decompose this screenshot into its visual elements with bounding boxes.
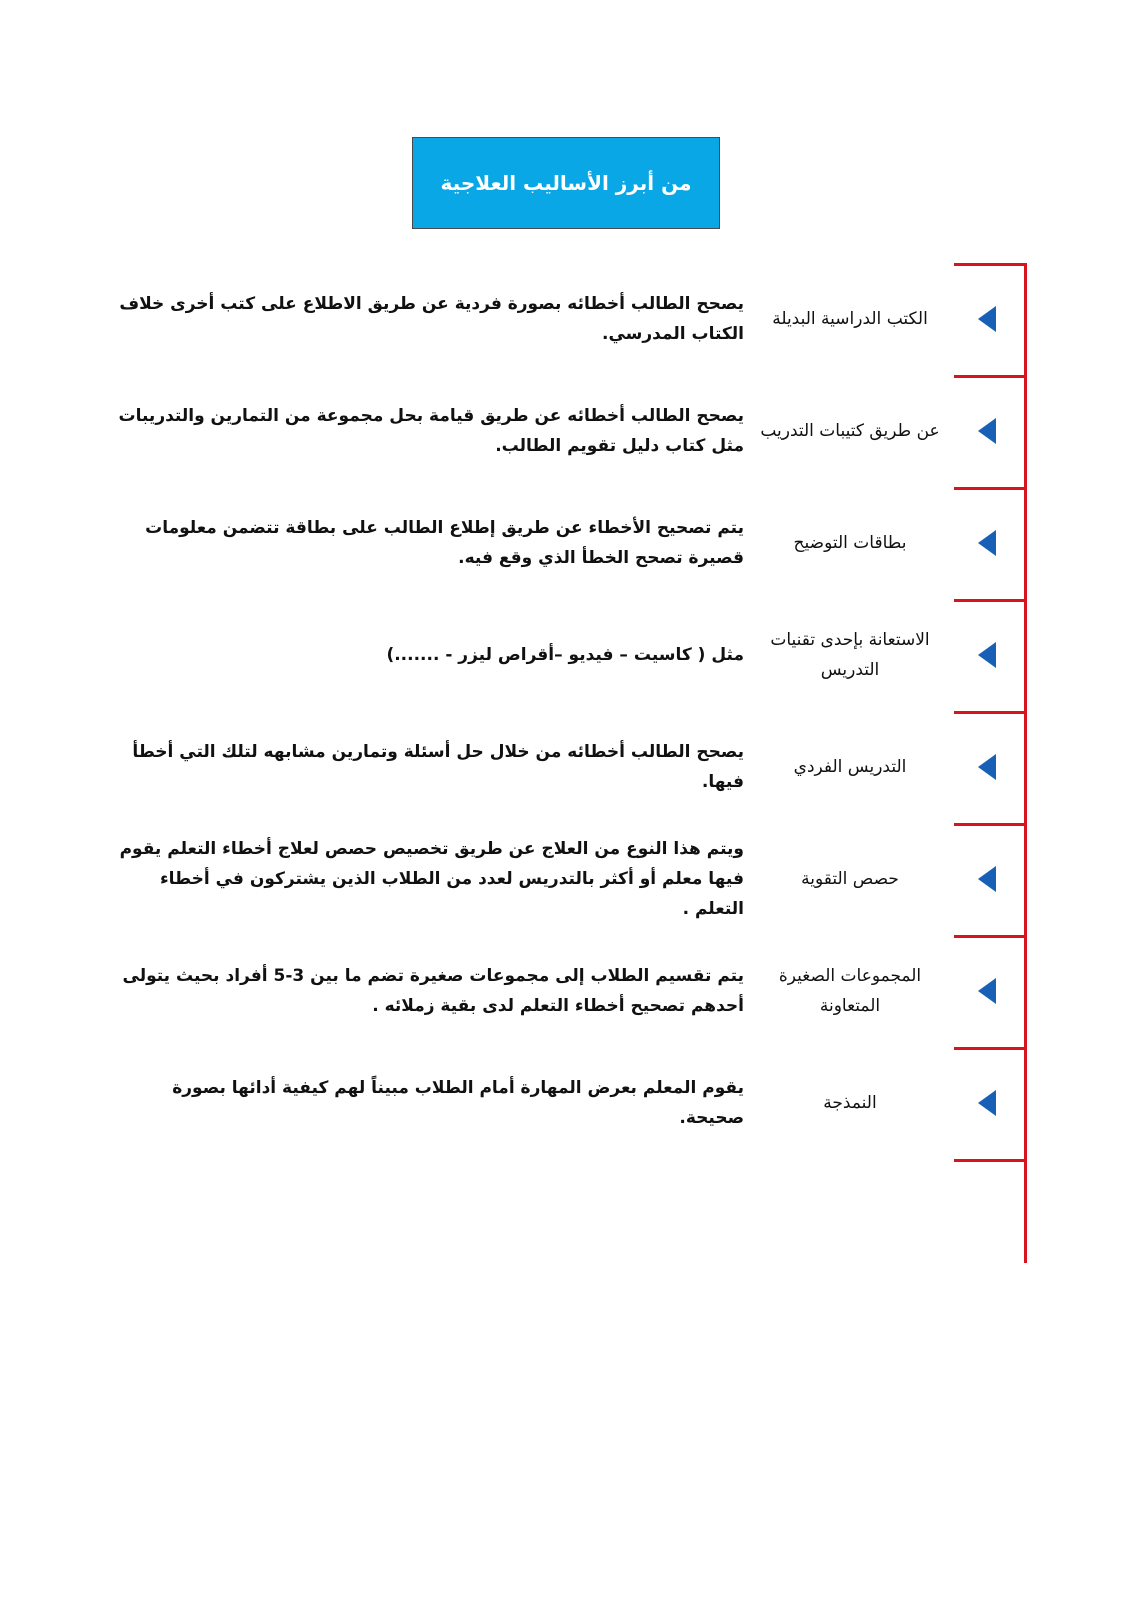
method-description: يتم تصحيح الأخطاء عن طريق إطلاع الطالب على بطاقة تتضمن معلومات قصيرة تصحح الخطأ الذي وقع فيه. bbox=[145, 518, 744, 568]
method-label: الكتب الدراسية البديلة bbox=[772, 309, 928, 329]
method-label: عن طريق كتيبات التدريب bbox=[760, 421, 940, 441]
triangle-left-icon bbox=[978, 1090, 996, 1116]
method-label: بطاقات التوضيح bbox=[793, 533, 907, 553]
method-description: يصحح الطالب أخطائه بصورة فردية عن طريق الاطلاع على كتب أخرى خلاف الكتاب المدرسي. bbox=[119, 294, 744, 344]
list-item bbox=[0, 711, 1130, 823]
method-description: مثل ( كاسيت – فيديو –أقراص ليزر - .......) bbox=[386, 645, 744, 665]
list-item bbox=[0, 487, 1130, 599]
bracket-tick bbox=[954, 375, 1027, 378]
method-label: الاستعانة بإحدى تقنيات التدريس bbox=[770, 630, 930, 680]
bracket-tick bbox=[954, 935, 1027, 938]
method-description: يصحح الطالب أخطائه من خلال حل أسئلة وتمارين مشابهه لتلك التي أخطأ فيها. bbox=[132, 742, 744, 792]
method-label: حصص التقوية bbox=[801, 869, 899, 889]
method-description: ويتم هذا النوع من العلاج عن طريق تخصيص حصص لعلاج أخطاء التعلم يقوم فيها معلم أو أكثر بالتدريس لعدد من الطلاب الذين يشتركون في أخطاء التعلم . bbox=[119, 839, 744, 919]
method-label: المجموعات الصغيرة المتعاونة bbox=[778, 966, 922, 1016]
list-item bbox=[0, 599, 1130, 711]
triangle-left-icon bbox=[978, 978, 996, 1004]
list-item bbox=[0, 375, 1130, 487]
triangle-left-icon bbox=[978, 642, 996, 668]
triangle-left-icon bbox=[978, 418, 996, 444]
method-description: يصحح الطالب أخطائه عن طريق قيامة بحل مجموعة من التمارين والتدريبات مثل كتاب دليل تقويم الطالب. bbox=[118, 406, 744, 456]
triangle-left-icon bbox=[978, 754, 996, 780]
bracket-tick bbox=[954, 711, 1027, 714]
page-title: من أبرز الأساليب العلاجية bbox=[440, 171, 692, 195]
methods-list bbox=[0, 263, 1130, 1159]
bracket-tick bbox=[954, 599, 1027, 602]
bracket-tick bbox=[954, 1047, 1027, 1050]
bracket-tick bbox=[954, 1159, 1027, 1162]
bracket-tick bbox=[954, 823, 1027, 826]
list-item bbox=[0, 935, 1130, 1047]
list-item bbox=[0, 823, 1130, 935]
method-label: التدريس الفردي bbox=[793, 757, 907, 777]
list-item bbox=[0, 263, 1130, 375]
method-description: يقوم المعلم بعرض المهارة أمام الطلاب مبيناً لهم كيفية أدائها بصورة صحيحة. bbox=[172, 1078, 744, 1128]
list-item bbox=[0, 1047, 1130, 1159]
triangle-left-icon bbox=[978, 530, 996, 556]
triangle-left-icon bbox=[978, 306, 996, 332]
method-description: يتم تقسيم الطلاب إلى مجموعات صغيرة تضم ما بين 3-5 أفراد بحيث يتولى أحدهم تصحيح أخطاء التعلم لدى بقية زملائه . bbox=[122, 966, 744, 1016]
title-box bbox=[412, 137, 720, 229]
triangle-left-icon bbox=[978, 866, 996, 892]
method-label: النمذجة bbox=[823, 1093, 877, 1113]
bracket-tick bbox=[954, 487, 1027, 490]
bracket-tick bbox=[954, 263, 1027, 266]
